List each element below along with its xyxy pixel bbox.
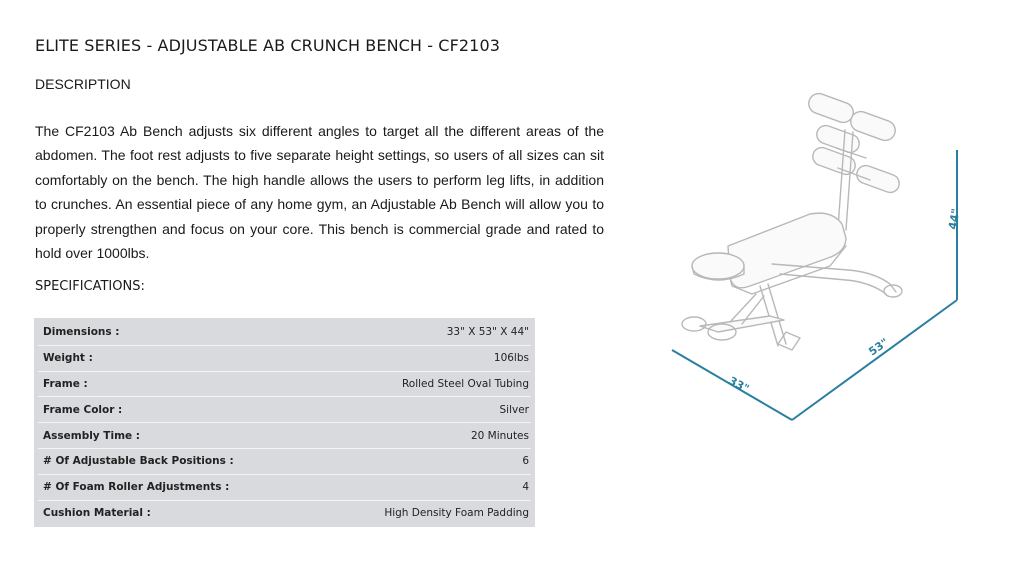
spec-label: Dimensions : <box>43 326 120 339</box>
spec-row-frame <box>38 372 531 398</box>
spec-value: 6 <box>522 455 529 468</box>
spec-row-back-positions <box>38 449 531 475</box>
spec-row-cushion-material <box>38 501 531 526</box>
spec-value: High Density Foam Padding <box>384 506 529 519</box>
bench-dimension-figure <box>660 88 970 428</box>
spec-row-assembly-time <box>38 423 531 449</box>
page-title: ELITE SERIES - ADJUSTABLE AB CRUNCH BENCH - CF2103 <box>35 36 500 55</box>
description-heading: DESCRIPTION <box>35 76 131 92</box>
spec-label: # Of Adjustable Back Positions : <box>43 455 234 468</box>
spec-value: 33" X 53" X 44" <box>446 326 529 339</box>
spec-label: Frame Color : <box>43 403 123 416</box>
specifications-table <box>34 318 535 527</box>
ab-bench-illustration <box>682 91 902 350</box>
spec-value: 20 Minutes <box>470 429 529 442</box>
spec-label: # Of Foam Roller Adjustments : <box>43 481 230 494</box>
spec-row-weight <box>38 346 531 372</box>
length-label: 53" <box>866 335 891 359</box>
spec-row-roller-adjustments <box>38 475 531 501</box>
spec-row-frame-color <box>38 397 531 423</box>
spec-label: Weight : <box>43 352 93 365</box>
spec-value: 4 <box>522 481 529 494</box>
height-label: 44" <box>946 207 963 231</box>
spec-value: Rolled Steel Oval Tubing <box>401 377 529 390</box>
spec-value: Silver <box>499 403 529 416</box>
width-label: 33" <box>726 374 752 396</box>
length-dimension-line <box>792 300 957 420</box>
spec-label: Cushion Material : <box>43 506 151 519</box>
spec-label: Assembly Time : <box>43 429 140 442</box>
description-body: The CF2103 Ab Bench adjusts six different angles to target all the different areas of the abdomen. The foot rest adjusts to five separate height settings, so users of all sizes can sit comfortably on the bench. The high handle allows the users to perform leg lifts, in addition to crunches. An essential piece of any home gym, an Adjustable Ab Bench will allow you to properly strengthen and focus on your core. This bench is commercial grade and rated to hold over 1000lbs. <box>35 123 604 262</box>
spec-label: Frame : <box>43 377 88 390</box>
specifications-heading: SPECIFICATIONS: <box>35 279 145 294</box>
dimension-lines <box>672 150 957 420</box>
spec-row-dimensions <box>38 320 531 346</box>
spec-value: 106lbs <box>493 352 529 365</box>
